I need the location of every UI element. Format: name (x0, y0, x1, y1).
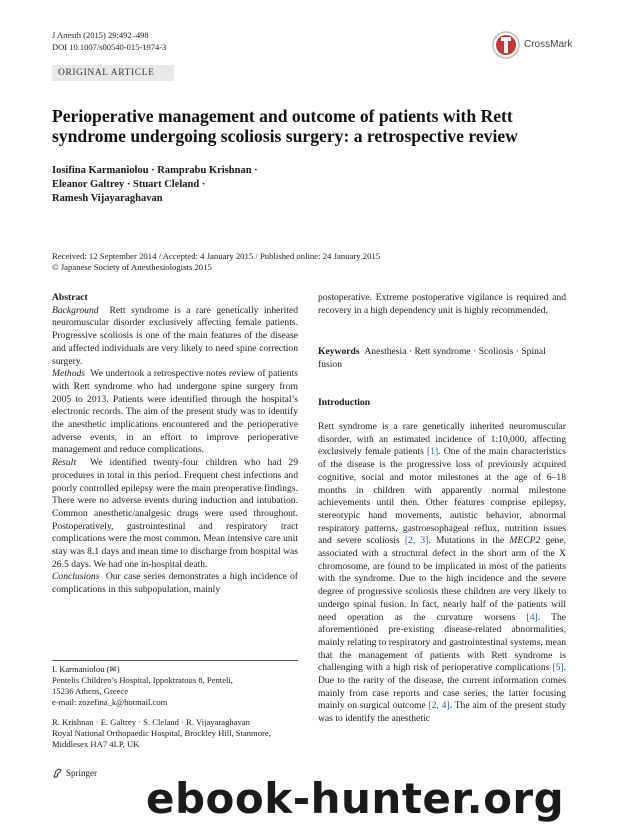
abstract-methods (52, 368, 298, 457)
conclusions-continued: postoperative. Extreme postoperative vigilance is required and recovery in a high dependency unit is highly recommended. (318, 292, 566, 316)
article-type-tag: ORIGINAL ARTICLE (52, 65, 174, 81)
author-line: Ramesh Vijayaraghavan (52, 193, 163, 204)
keywords-text: Anesthesia · Rett syndrome · Scoliosis · Spinal fusion (318, 346, 546, 370)
copyright-line: © Japanese Society of Anesthesiologists 2015 (52, 262, 212, 272)
author-line: Iosifina Karmaniolou · Ramprabu Krishnan · (52, 165, 258, 176)
crossmark-icon (491, 30, 521, 60)
intro-text: . The aforementioned pre-existing disease-related abnormalities, mainly relating to respiratory and gastrointestinal systems, mean that the management of patients with Rett syndrome is challenging with a high risk of perioperative complications (318, 611, 566, 674)
abstract-result (52, 457, 298, 571)
affiliation-name: R. Krishnan · E. Galtrey · S. Cleland · R. Vijayaraghavan (52, 717, 250, 727)
watermark-text: ebook-hunter.org (146, 774, 565, 823)
citation-link[interactable]: [4] (526, 611, 538, 623)
email-link[interactable]: e-mail: zozefina_k@hotmail.com (52, 697, 168, 707)
background-label: Background (52, 304, 99, 316)
conclusions-text: Our case series demonstrates a high incidence of complications in this subpopulation, mainly (52, 571, 298, 596)
affiliation-line: Pentelis Children’s Hospital, Ippoktratous 8, Penteli, (52, 675, 233, 685)
result-label: Result (52, 457, 76, 469)
citation-link[interactable]: [2, 3] (404, 535, 429, 547)
abstract-background (52, 305, 298, 369)
introduction-body (318, 421, 566, 726)
intro-text: . One of the main characteristics of the disease is the progressive loss of previously acquired cognitive, social and motor milestones at the age of 6–18 months in children with apparently normal milestone achievements until then. Other features comprise epilepsy, stereotypic hand movements, autistic behavior, abnormal respiratory patterns, gastroesophageal reflux, nutrition issues and severe scoliosis (318, 446, 566, 547)
intro-text: . Mutations in the (428, 535, 510, 547)
citation-link[interactable]: [2, 4] (428, 700, 450, 712)
introduction-paragraph (318, 421, 566, 726)
abstract-heading: Abstract (52, 292, 88, 303)
methods-label: Methods (52, 368, 86, 380)
footnote-divider (52, 660, 298, 661)
affiliations (52, 664, 302, 750)
article-title: Perioperative management and outcome of patients with Rett syndrome undergoing scoliosis surgery: a retrospective review (52, 106, 518, 146)
intro-text: Rett syndrome is a rare genetically inherited neuromuscular disorder, with an estimated incidence of 1:10,000, affecting exclusively female patients (318, 421, 566, 458)
intro-text: . Due to the rarity of the disease, the current information comes mainly from case reports and case series, the latter focusing mainly on surgical outcome (318, 662, 566, 712)
history-dates: Received: 12 September 2014 / Accepted: 4 January 2015 / Published online: 24 January 2015 (52, 251, 381, 261)
author-line: Eleanor Galtrey · Stuart Cleland · (52, 179, 206, 190)
publisher-name: Springer (66, 767, 97, 778)
author-list (52, 164, 258, 206)
affiliation-name: I. Karmaniolou (✉) (52, 664, 120, 674)
abstract-section (52, 292, 298, 597)
introduction-heading (318, 397, 566, 410)
conclusions-label: Conclusions (52, 571, 100, 583)
crossmark-label: CrossMark (524, 39, 573, 50)
springer-horse-icon (52, 767, 63, 778)
affiliation-line: Royal National Orthopaedic Hospital, Brockley Hill, Stanmore, (52, 728, 271, 738)
publisher-logo (52, 767, 97, 778)
abstract-continuation (318, 292, 566, 317)
intro-text: gene, associated with a structural defect in the short arm of the X chromosome, are found to be implicated in most of the patients with the syndrome. Due to the high incidence and the severe degree of progressive scoliosis these children are very likely to undergo spinal fusion. In fact, nearly half of the patients will need operation as the curvature worsens (318, 535, 566, 623)
introduction-title: Introduction (318, 397, 371, 408)
intro-text: . The aim of the present study was to identify the anesthetic (318, 700, 567, 725)
affiliation-line: 15236 Athens, Greece (52, 686, 129, 696)
gene-name: MECP2 (509, 535, 541, 547)
abstract-conclusions (52, 571, 298, 596)
methods-text: We undertook a retrospective notes review of patients with Rett syndrome who had undergone spine surgery from 2005 to 2013. Patients were identified through the hospital’s electronic records. The aim of the present study was to identify the anesthetic implications encountered and the perioperative adverse events, in an effort to improve perioperative management and reduce complications. (52, 368, 299, 456)
keywords (318, 346, 566, 371)
crossmark-badge[interactable] (491, 30, 579, 60)
keywords-label: Keywords (318, 346, 360, 357)
citation-link[interactable]: [5] (552, 662, 564, 674)
affiliation-line: Middlesex HA7 4LP, UK (52, 739, 140, 749)
doi[interactable]: DOI 10.1007/s00540-015-1974-3 (52, 42, 167, 52)
citation-link[interactable]: [1] (427, 446, 439, 458)
publication-dates (52, 251, 380, 273)
result-text: We identified twenty-four children who had 29 procedures in total in this period. Frequent chest infections and poorly controlled epilepsy were the main preoperative findings. There were no adverse events during induction and intubation. Common anesthetic/analgesic drugs were used throughout. Postoperatively, gastrointestinal and respiratory tract complications were the most common. Mean intensive care unit stay was 8.1 days and mean time to discharge from hospital was 26.5 days. We had one in-hospital death. (52, 457, 299, 570)
journal-citation: J Anesth (2015) 29:492–498 (52, 30, 149, 40)
background-text: Rett syndrome is a rare genetically inherited neuromuscular disorder exclusively affecting female patients. Progressive scoliosis is one of the main features of the disease and affected individuals are very likely to need spine correction surgery. (52, 304, 298, 367)
